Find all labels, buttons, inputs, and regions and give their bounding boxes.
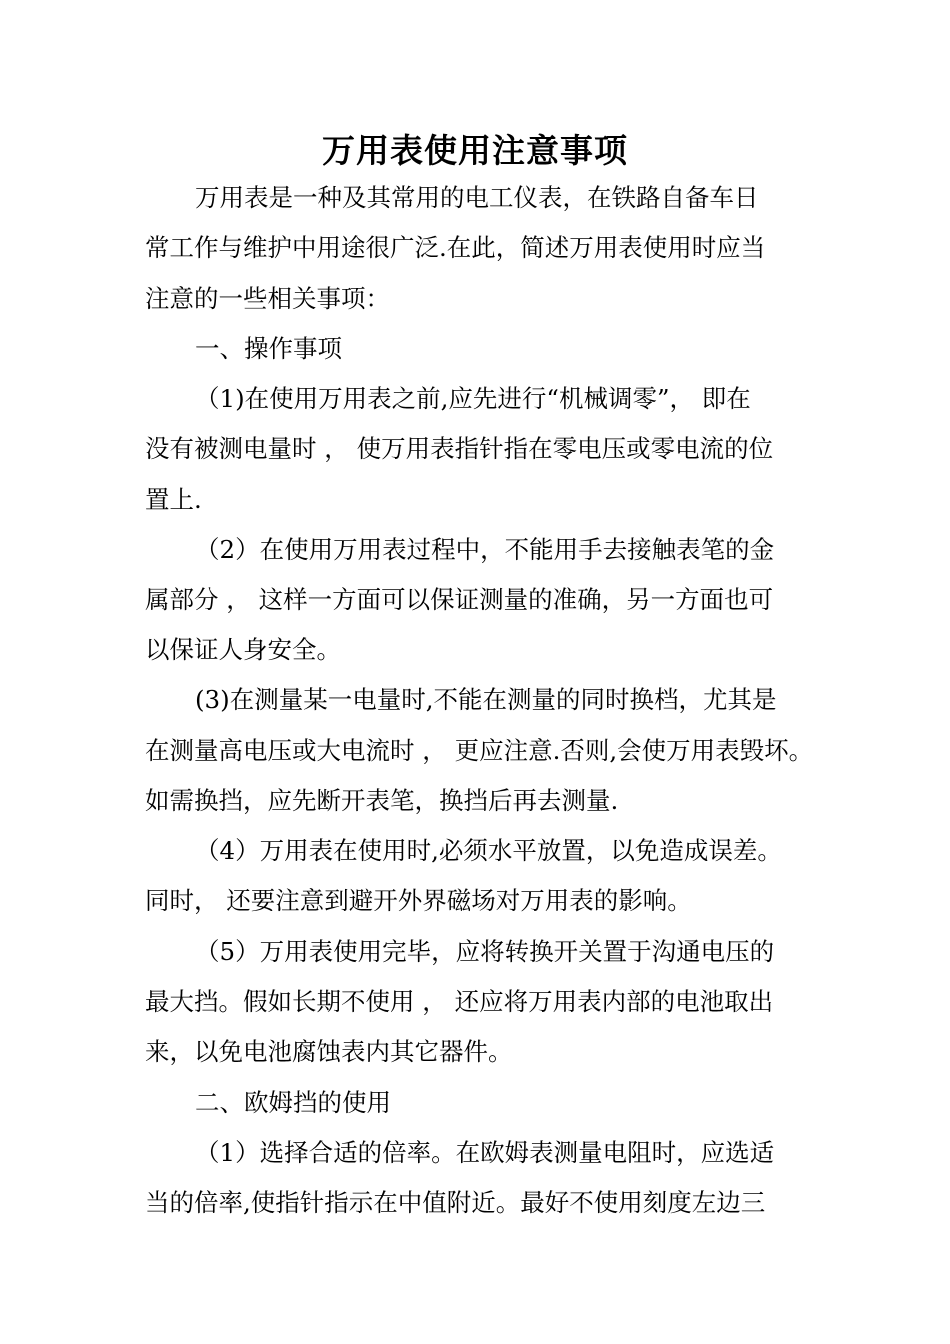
paragraph-line: 同时， 还要注意到避开外界磁场对万用表的影响。 [145, 886, 692, 915]
paragraph-line: 属部分 ， 这样一方面可以保证测量的准确，另一方面也可 [145, 585, 774, 614]
paragraph-line: 置上. [145, 485, 202, 514]
paragraph-line: 没有被测电量时 ， 使万用表指针指在零电压或零电流的位 [145, 434, 774, 463]
paragraph-line: 来，以免电池腐蚀表内其它器件。 [145, 1037, 513, 1066]
document-title: 万用表使用注意事项 [322, 131, 628, 170]
paragraph-line: （4）万用表在使用时,必须水平放置，以免造成误差。 [195, 836, 782, 865]
paragraph-line: 注意的一些相关事项： [145, 284, 390, 313]
section-heading: 二、欧姆挡的使用 [195, 1088, 391, 1117]
paragraph-line: 万用表是一种及其常用的电工仪表，在铁路自备车日 [195, 183, 759, 212]
paragraph-line: 常工作与维护中用途很广泛.在此，简述万用表使用时应当 [145, 233, 766, 262]
paragraph-line: 当的倍率,使指针指示在中值附近。最好不使用刻度左边三 [145, 1188, 766, 1217]
paragraph-line: （1)在使用万用表之前,应先进行“机械调零”， 即在 [195, 384, 751, 413]
paragraph-line: （2）在使用万用表过程中，不能用手去接触表笔的金 [195, 535, 775, 564]
paragraph-line: (3)在测量某一电量时,不能在测量的同时换档，尤其是 [195, 685, 777, 714]
paragraph-line: （5）万用表使用完毕，应将转换开关置于沟通电压的 [195, 937, 775, 966]
paragraph-line: 以保证人身安全。 [145, 635, 341, 664]
paragraph-line: （1）选择合适的倍率。在欧姆表测量电阻时，应选适 [195, 1138, 775, 1167]
paragraph-line: 如需换挡，应先断开表笔，换挡后再去测量. [145, 786, 619, 815]
paragraph-line: 最大挡。假如长期不使用 ， 还应将万用表内部的电池取出 [145, 987, 774, 1016]
section-heading: 一、操作事项 [195, 334, 342, 363]
paragraph-line: 在测量高电压或大电流时 ， 更应注意.否则,会使万用表毁坏。 [145, 736, 814, 765]
